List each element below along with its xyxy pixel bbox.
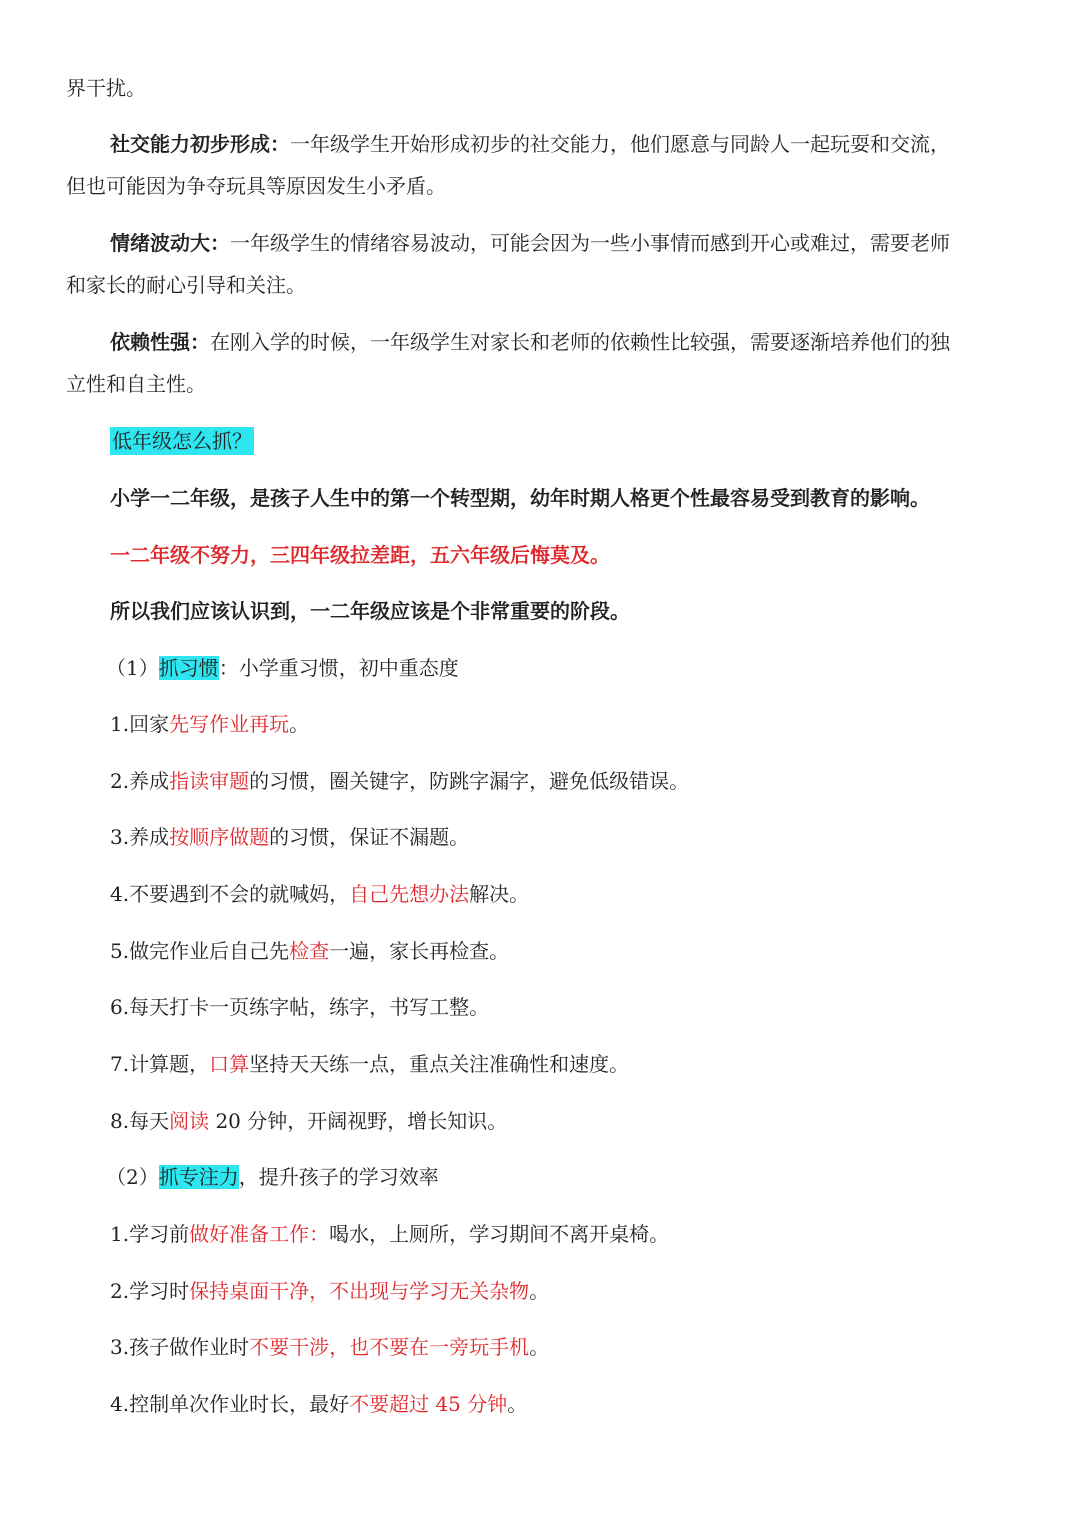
- section-heading-highlight: 低年级怎么抓？: [112, 429, 252, 453]
- list-item: 1.回家先写作业再玩。: [110, 712, 310, 736]
- list-item: 7.计算题，口算坚持天天练一点，重点关注准确性和速度。: [110, 1052, 630, 1076]
- list-item: 1.学习前做好准备工作：喝水，上厕所，学习期间不离开桌椅。: [110, 1222, 670, 1246]
- focus-heading: （2）抓专注力，提升孩子的学习效率: [106, 1165, 439, 1189]
- list-item: 5.做完作业后自己先检查一遍，家长再检查。: [110, 939, 510, 963]
- emotion-title: 情绪波动大：: [110, 231, 230, 255]
- depend-title: 依赖性强：: [110, 330, 210, 354]
- list-item: 2.养成指读审题的习惯，圈关键字，防跳字漏字，避免低级错误。: [110, 769, 690, 793]
- depend-paragraph-line1: [0, 328, 1080, 356]
- list-item: 3.养成按顺序做题的习惯，保证不漏题。: [110, 825, 470, 849]
- list-item: 6.每天打卡一页练字帖，练字，书写工整。: [110, 995, 490, 1019]
- list-item: 4.不要遇到不会的就喊妈，自己先想办法解决。: [110, 882, 530, 906]
- paragraph-continuation: 界干扰。: [66, 76, 146, 100]
- list-item: 4.控制单次作业时长，最好不要超过 45 分钟。: [110, 1392, 528, 1416]
- habits-title-highlight: 抓习惯: [158, 656, 219, 680]
- social-title: 社交能力初步形成：: [110, 132, 290, 156]
- emotion-paragraph-line2: 和家长的耐心引导和关注。: [66, 273, 306, 297]
- list-item: 3.孩子做作业时不要干涉，也不要在一旁玩手机。: [110, 1335, 550, 1359]
- warning-statement: 一二年级不努力，三四年级拉差距，五六年级后悔莫及。: [110, 543, 610, 567]
- conclusion-statement: 所以我们应该认识到，一二年级应该是个非常重要的阶段。: [110, 599, 630, 623]
- habits-heading: （1）抓习惯：小学重习惯，初中重态度: [106, 656, 459, 680]
- key-statement: 小学一二年级，是孩子人生中的第一个转型期，幼年时期人格更个性最容易受到教育的影响。: [110, 486, 930, 510]
- emotion-paragraph-line1: [0, 229, 1080, 257]
- social-paragraph-line1: [0, 130, 1080, 158]
- depend-text: 在刚入学的时候，一年级学生对家长和老师的依赖性比较强，需要逐渐培养他们的独: [210, 330, 950, 354]
- list-item: 8.每天阅读 20 分钟，开阔视野，增长知识。: [110, 1109, 508, 1133]
- depend-paragraph-line2: 立性和自主性。: [66, 372, 206, 396]
- emotion-text: 一年级学生的情绪容易波动，可能会因为一些小事情而感到开心或难过，需要老师: [230, 231, 950, 255]
- focus-title-highlight: 抓专注力: [158, 1165, 239, 1189]
- social-paragraph-line2: 但也可能因为争夺玩具等原因发生小矛盾。: [66, 174, 446, 198]
- section-heading: [0, 427, 1080, 455]
- list-item: 2.学习时保持桌面干净，不出现与学习无关杂物。: [110, 1279, 550, 1303]
- social-text: 一年级学生开始形成初步的社交能力，他们愿意与同龄人一起玩耍和交流，: [290, 132, 950, 156]
